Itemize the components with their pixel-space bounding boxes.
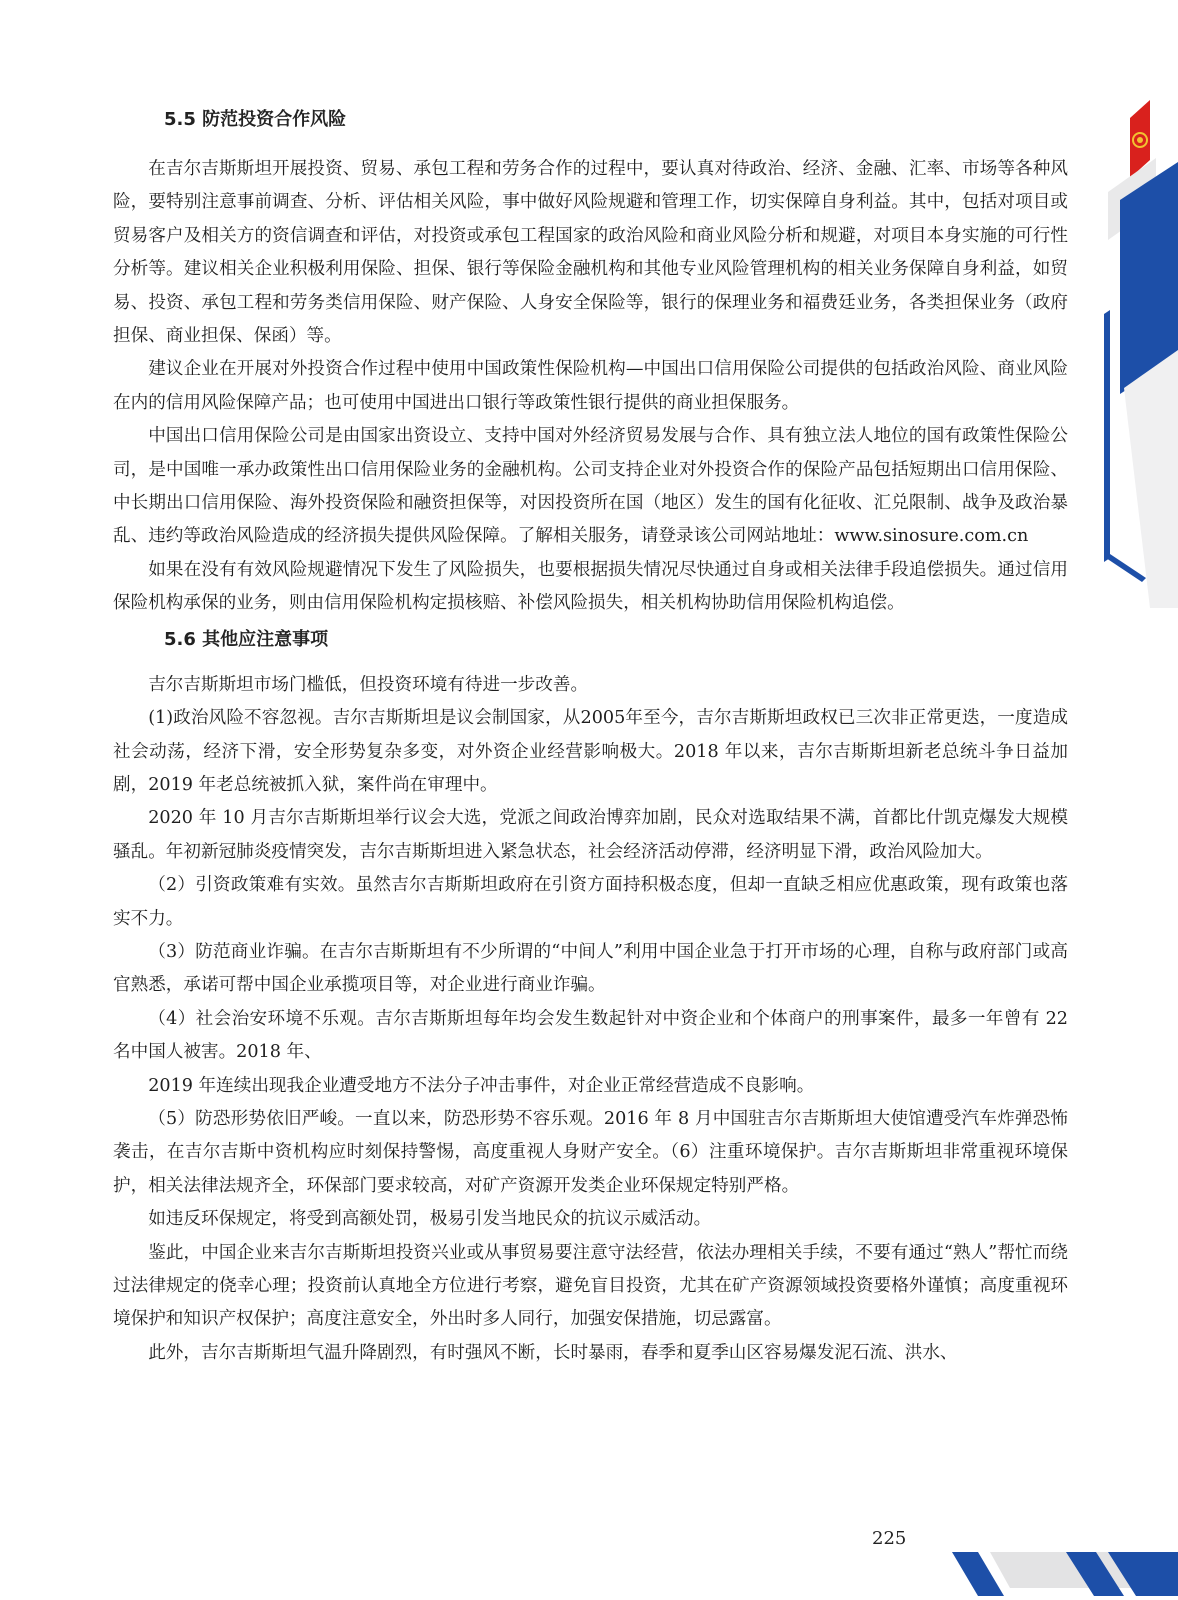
paragraph: 此外，吉尔吉斯斯坦气温升降剧烈，有时强风不断，长时暴雨，春季和夏季山区容易爆发泥石流、洪水、 (148, 1342, 958, 1363)
paragraph: 在吉尔吉斯斯坦开展投资、贸易、承包工程和劳务合作的过程中，要认真对待政治、经济、金融、汇率、市场等各种风险，要特别注意事前调查、分析、评估相关风险，事中做好风险规避和管理工作，切实保障自身利益。其中，包括对项目或贸易客户及相关方的资信调查和评估，对投资或承包工程国家的政治风险和商业风险分析和规避，对项目本身实施的可行性分析等。建议相关企业积极利用保险、担保、银行等保险金融机构和其他专业风险管理机构的相关业务保障自身利益，如贸易、投资、承包工程和劳务类信用保险、财产保险、人身安全保险等，银行的保理业务和福费廷业务，各类担保业务（政府担保、商业担保、保函）等。 (113, 159, 1068, 347)
page-number: 225 (872, 1528, 907, 1549)
side-banner-decoration (1098, 88, 1178, 608)
paragraph: （3）防范商业诈骗。在吉尔吉斯斯坦有不少所谓的“中间人”利用中国企业急于打开市场的心理，自称与政府部门或高官熟悉，承诺可帮中国企业承揽项目等，对企业进行商业诈骗。 (113, 941, 1068, 996)
page-content (113, 105, 1068, 1370)
paragraph: （2）引资政策难有实效。虽然吉尔吉斯斯坦政府在引资方面持积极态度，但却一直缺乏相应优惠政策，现有政策也落实不力。 (113, 875, 1068, 929)
section-heading-5-5: 5.5 防范投资合作风险 (164, 109, 347, 130)
paragraph: 如果在没有有效风险规避情况下发生了风险损失，也要根据损失情况尽快通过自身或相关法律手段追偿损失。通过信用保险机构承保的业务，则由信用保险机构定损核赔、补偿风险损失，相关机构协助信用保险机构追偿。 (113, 559, 1068, 614)
paragraph: 如违反环保规定，将受到高额处罚，极易引发当地民众的抗议示威活动。 (148, 1209, 712, 1230)
section-heading-5-6: 5.6 其他应注意事项 (164, 628, 329, 650)
paragraph: 鉴此，中国企业来吉尔吉斯斯坦投资兴业或从事贸易要注意守法经营，依法办理相关手续，不要有通过“熟人”帮忙而绕过法律规定的侥幸心理；投资前认真地全方位进行考察，避免盲目投资，尤其在矿产资源领域投资要格外谨慎；高度重视环境保护和知识产权保护；高度注意安全，外出时多人同行，加强安保措施，切忌露富。 (113, 1242, 1068, 1330)
paragraph: 2019 年连续出现我企业遭受地方不法分子冲击事件，对企业正常经营造成不良影响。 (148, 1075, 815, 1096)
paragraph: 吉尔吉斯斯坦市场门槛低，但投资环境有待进一步改善。 (148, 674, 589, 695)
paragraph: （5）防恐形势依旧严峻。一直以来，防恐形势不容乐观。2016 年 8 月中国驻吉尔吉斯斯坦大使馆遭受汽车炸弹恐怖袭击，在吉尔吉斯中资机构应时刻保持警惕，高度重视人身财产安全。（6）注重环境保护。吉尔吉斯斯坦非常重视环境保护，相关法律法规齐全，环保部门要求较高，对矿产资源开发类企业环保规定特别严格。 (113, 1108, 1068, 1196)
paragraph: 建议企业在开展对外投资合作过程中使用中国政策性保险机构—中国出口信用保险公司提供的包括政治风险、商业风险在内的信用风险保障产品；也可使用中国进出口银行等政策性银行提供的商业担保服务。 (113, 359, 1068, 413)
paragraph: 中国出口信用保险公司是由国家出资设立、支持中国对外经济贸易发展与合作、具有独立法人地位的国有政策性保险公司，是中国唯一承办政策性出口信用保险业务的金融机构。公司支持企业对外投资合作的保险产品包括短期出口信用保险、中长期出口信用保险、海外投资保险和融资担保等，对因投资所在国（地区）发生的国有化征收、汇兑限制、战争及政治暴乱、违约等政治风险造成的经济损失提供风险保障。了解相关服务，请登录该公司网站地址：www.sinosure.com.cn (113, 426, 1068, 547)
banner-thin-line (1104, 310, 1110, 562)
paragraph: (1)政治风险不容忽视。吉尔吉斯斯坦是议会制国家，从2005年至今，吉尔吉斯斯坦政权已三次非正常更迭，一度造成社会动荡，经济下滑，安全形势复杂多变，对外资企业经营影响极大。2018 年以来，吉尔吉斯斯坦新老总统斗争日益加剧，2019 年老总统被抓入狱，案件尚在审理中。 (113, 708, 1068, 795)
paragraph: 2020 年 10 月吉尔吉斯斯坦举行议会大选，党派之间政治博弈加剧，民众对选取结果不满，首都比什凯克爆发大规模骚乱。年初新冠肺炎疫情突发，吉尔吉斯斯坦进入紧急状态，社会经济活动停滞，经济明显下滑，政治风险加大。 (113, 808, 1068, 862)
paragraph: （4）社会治安环境不乐观。吉尔吉斯斯坦每年均会发生数起针对中资企业和个体商户的刑事案件，最多一年曾有 22 名中国人被害。2018 年、 (113, 1008, 1068, 1063)
footer-stripes-decoration (948, 1548, 1178, 1600)
banner-diagonal-mark (1106, 554, 1146, 582)
